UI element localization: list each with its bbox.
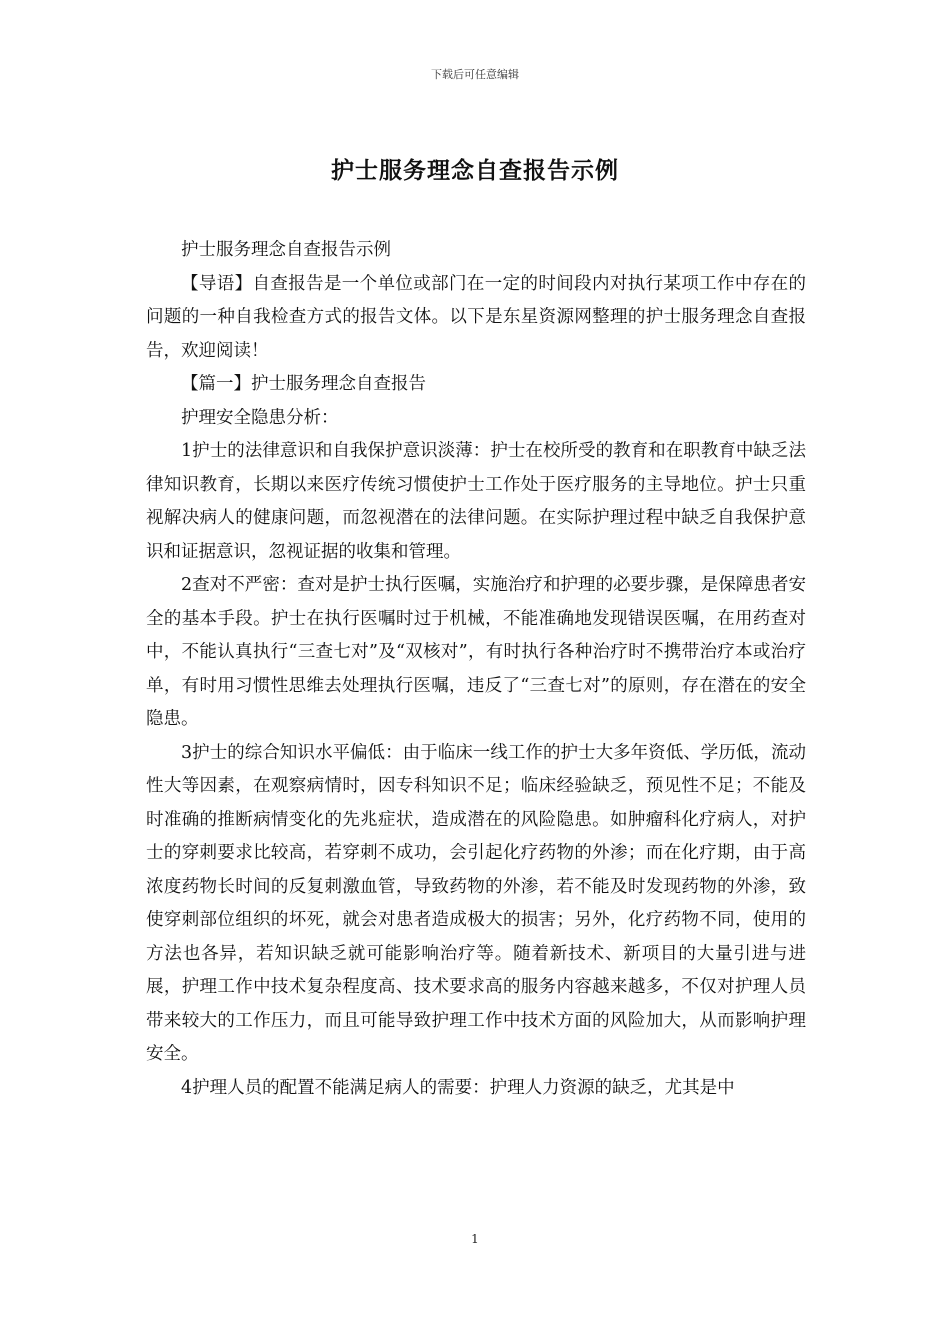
document-title: 护士服务理念自查报告示例 — [331, 157, 619, 184]
paragraph: 2查对不严密：查对是护士执行医嘱，实施治疗和护理的必要步骤，是保障患者安全的基本手段。护士在执行医嘱时过于机械，不能准确地发现错误医嘱，在用药查对中，不能认真执行“三查七对”及“双核对”，有时执行各种治疗时不携带治疗本或治疗单，有时用习惯性思维去处理执行医嘱，违反了“三查七对”的原则，存在潜在的安全隐患。 — [146, 575, 806, 729]
page-header-note: 下载后可任意编辑 — [431, 68, 519, 81]
document-body — [146, 234, 806, 1105]
paragraph: 【篇一】护士服务理念自查报告 — [181, 374, 426, 394]
paragraph: 护理安全隐患分析： — [181, 407, 339, 428]
paragraph: 1护士的法律意识和自我保护意识淡薄：护士在校所受的教育和在职教育中缺乏法律知识教育，长期以来医疗传统习惯使护士工作处于医疗服务的主导地位。护士只重视解决病人的健康问题，而忽视潜在的法律问题。在实际护理过程中缺乏自我保护意识和证据意识，忽视证据的收集和管理。 — [146, 441, 806, 562]
paragraph: 【导语】自查报告是一个单位或部门在一定的时间段内对执行某项工作中存在的问题的一种自我检查方式的报告文体。以下是东星资源网整理的护士服务理念自查报告，欢迎阅读！ — [146, 273, 806, 361]
paragraph: 4护理人员的配置不能满足病人的需要：护理人力资源的缺乏，尤其是中 — [181, 1077, 735, 1098]
paragraph: 护士服务理念自查报告示例 — [181, 240, 391, 260]
page-number: 1 — [471, 1232, 479, 1246]
paragraph: 3护士的综合知识水平偏低：由于临床一线工作的护士大多年资低、学历低，流动性大等因素，在观察病情时，因专科知识不足；临床经验缺乏，预见性不足；不能及时准确的推断病情变化的先兆症状，造成潜在的风险隐患。如肿瘤科化疗病人，对护士的穿刺要求比较高，若穿刺不成功，会引起化疗药物的外渗；而在化疗期，由于高浓度药物长时间的反复刺激血管，导致药物的外渗，若不能及时发现药物的外渗，致使穿刺部位组织的坏死，就会对患者造成极大的损害；另外，化疗药物不同，使用的方法也各异，若知识缺乏就可能影响治疗等。随着新技术、新项目的大量引进与进展，护理工作中技术复杂程度高、技术要求高的服务内容越来越多，不仅对护理人员带来较大的工作压力，而且可能导致护理工作中技术方面的风险加大，从而影响护理安全。 — [146, 742, 806, 1064]
